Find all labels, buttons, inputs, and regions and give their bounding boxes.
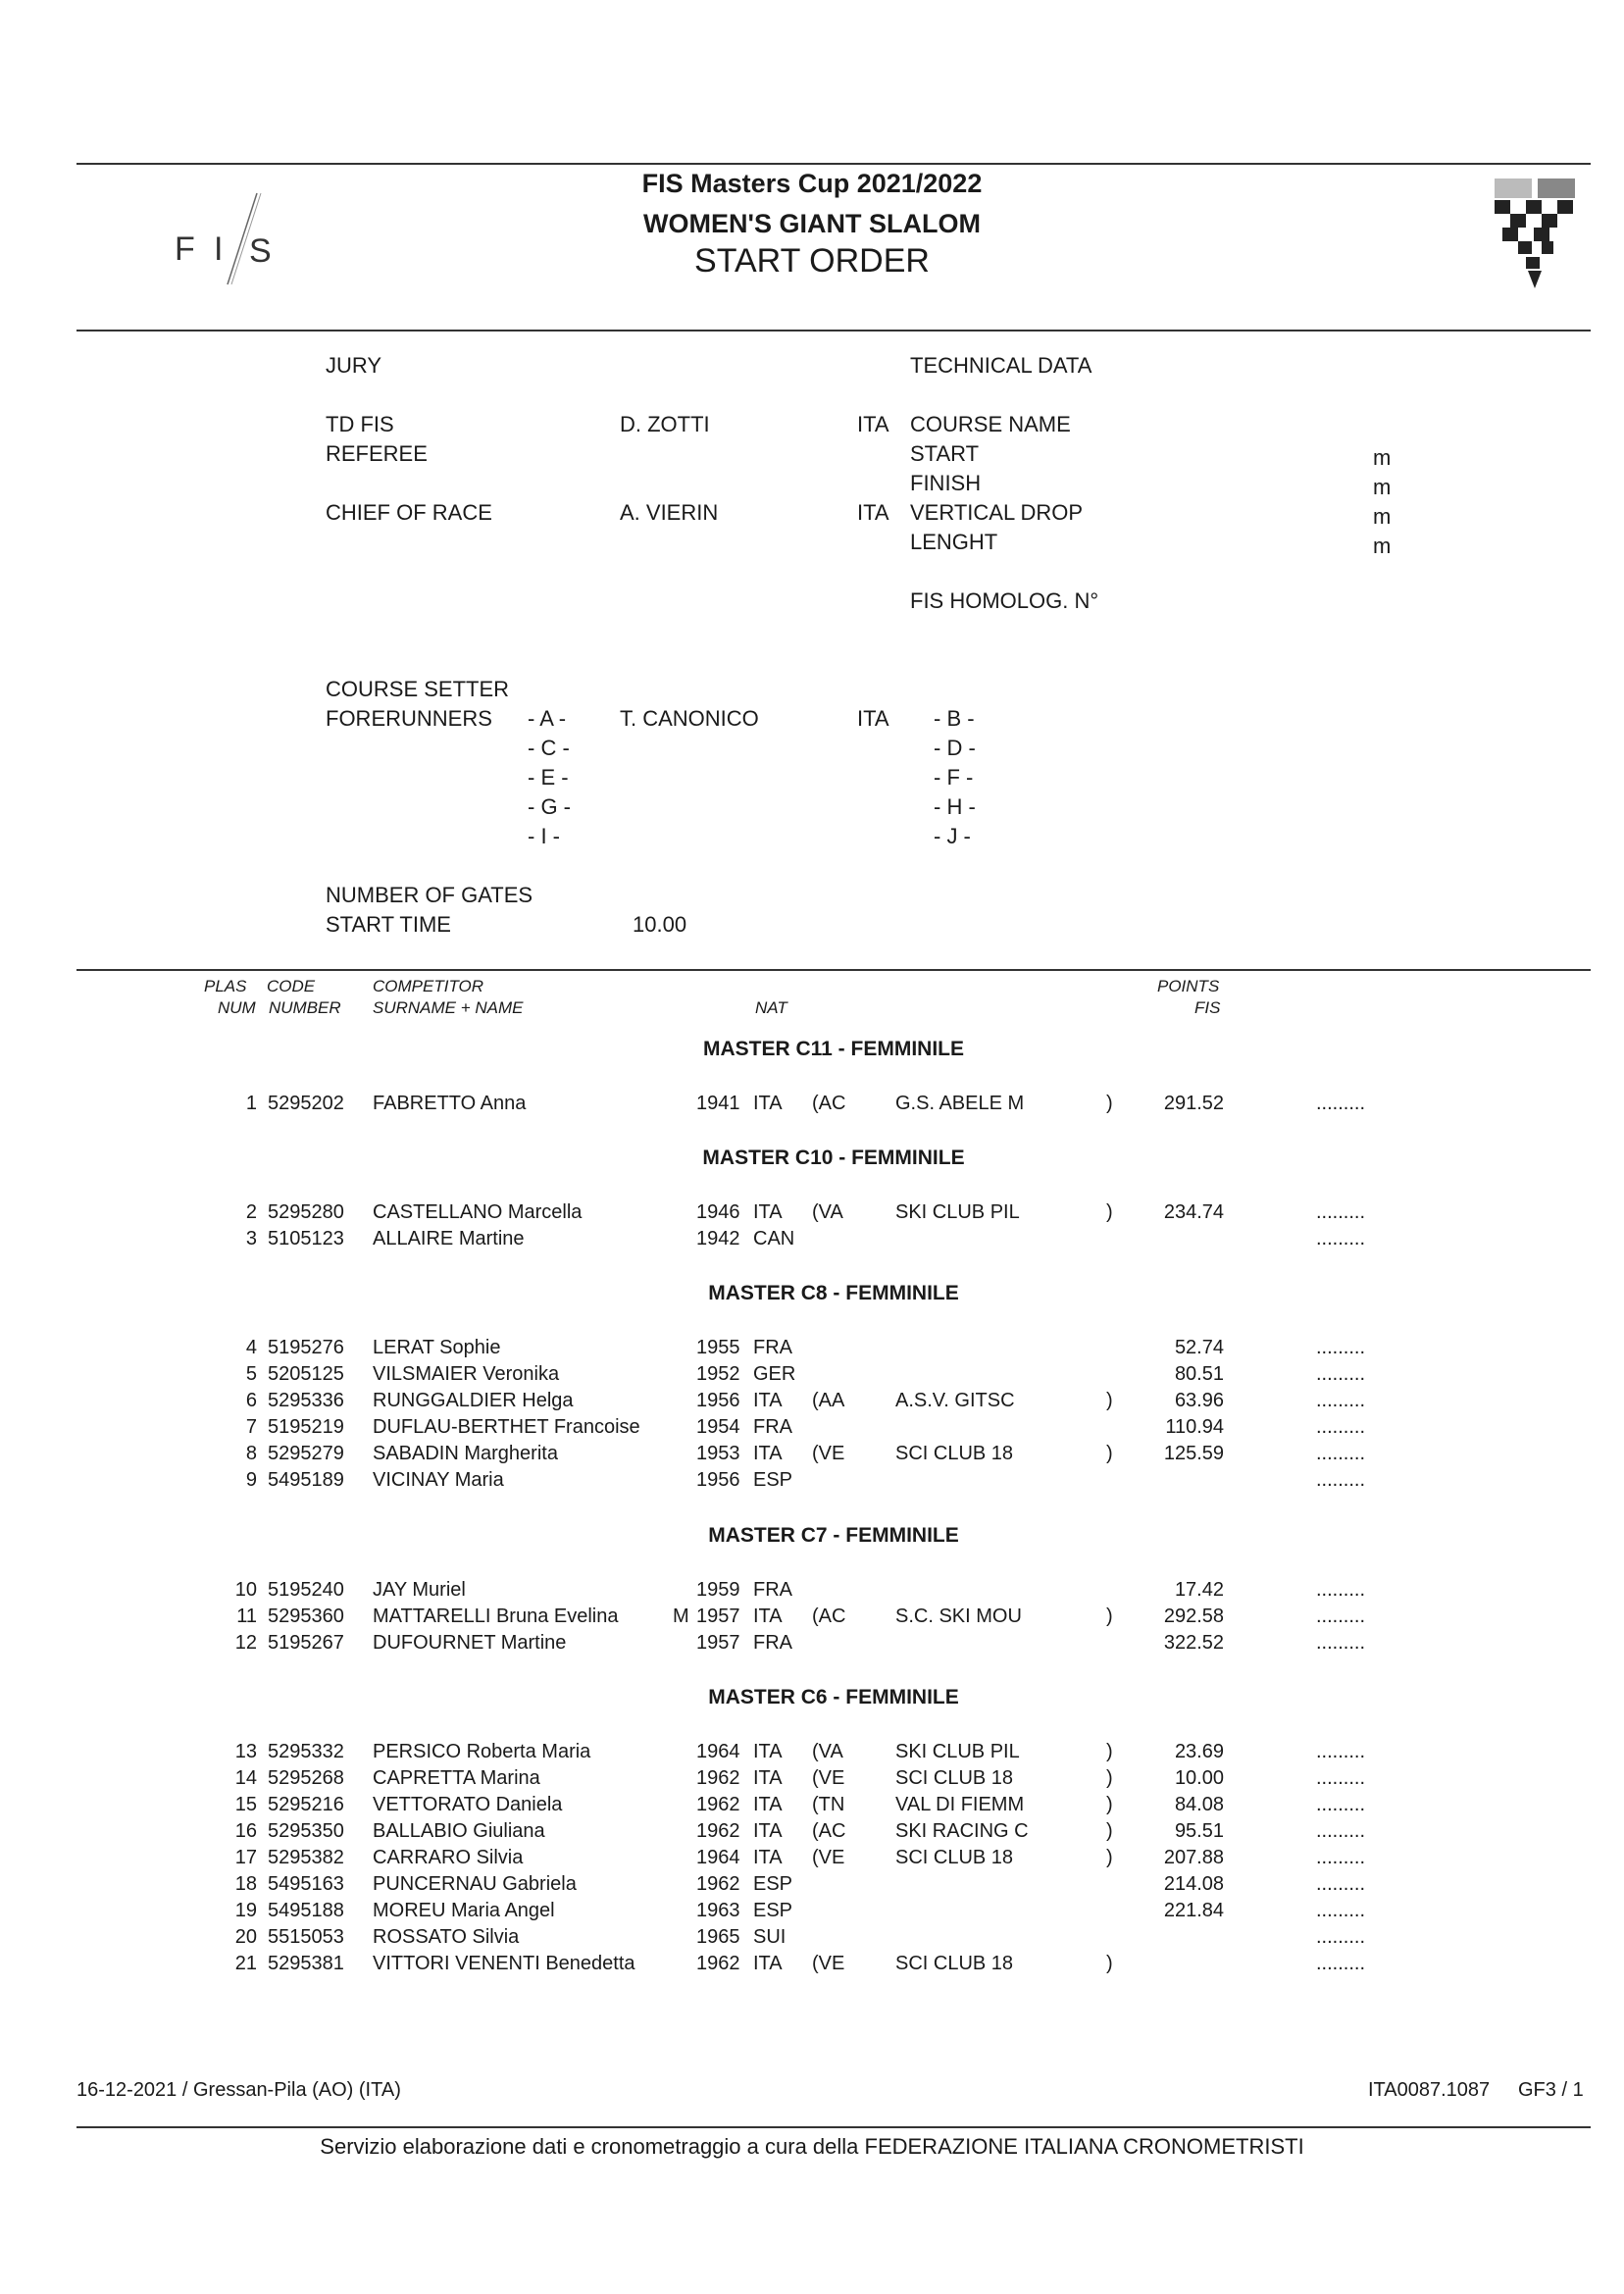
table-row: 13 5295332 PERSICO Roberta Maria 1964 ITA (VA SKI CLUB PIL ) 23.69 .........	[234, 1741, 1366, 1762]
table-row: 1 5295202 FABRETTO Anna 1941 ITA (AC G.S. ABELE M ) 291.52 .........	[245, 1093, 1366, 1114]
forerunner-a-nat: ITA	[857, 706, 889, 731]
table-row: 7 5195219 DUFLAU-BERTHET Francoise 1954 FRA 110.94 .........	[245, 1416, 1366, 1438]
start-time-label: START TIME	[326, 912, 451, 937]
vertical-drop-unit: m	[1373, 504, 1392, 529]
svg-text:I: I	[214, 230, 224, 268]
table-row: 10 5195240 JAY Muriel 1959 FRA 17.42 .........	[234, 1579, 1366, 1601]
forerunner-h: - H -	[934, 794, 976, 819]
forerunner-b: - B -	[934, 706, 975, 731]
td-nat: ITA	[857, 412, 889, 436]
forerunner-i: - I -	[528, 824, 560, 848]
forerunner-e: - E -	[528, 765, 569, 790]
header-rule	[76, 330, 1591, 331]
jury-heading: JURY	[326, 353, 382, 378]
table-row: 6 5295336 RUNGGALDIER Helga 1956 ITA (AA A.S.V. GITSC ) 63.96 .........	[245, 1390, 1366, 1411]
chief-name: A. VIERIN	[620, 500, 719, 525]
footer-rule	[76, 2126, 1591, 2128]
technical-heading: TECHNICAL DATA	[910, 353, 1092, 378]
table-row: 15 5295216 VETTORATO Daniela 1962 ITA (TN VAL DI FIEMM ) 84.08 .........	[234, 1794, 1366, 1815]
length-unit: m	[1373, 534, 1392, 558]
svg-text:F: F	[175, 230, 195, 268]
table-row: 21 5295381 VITTORI VENENTI Benedetta 1962 ITA (VE SCI CLUB 18 ) .........	[234, 1953, 1366, 1974]
homolog-label: FIS HOMOLOG. N°	[910, 588, 1099, 613]
table-row: 3 5105123 ALLAIRE Martine 1942 CAN .........	[245, 1228, 1366, 1249]
length-label: LENGHT	[910, 530, 998, 554]
start-unit: m	[1373, 445, 1392, 470]
finish-label: FINISH	[910, 471, 982, 495]
table-row: 4 5195276 LERAT Sophie 1955 FRA 52.74 .........	[245, 1337, 1366, 1358]
forerunner-g: - G -	[528, 794, 571, 819]
section-title: MASTER C10 - FEMMINILE	[702, 1147, 965, 1169]
td-label: TD FIS	[326, 412, 394, 436]
masters-cup-logo-icon	[1491, 175, 1579, 290]
table-row: 14 5295268 CAPRETTA Marina 1962 ITA (VE SCI CLUB 18 ) 10.00 .........	[234, 1767, 1366, 1789]
chief-label: CHIEF OF RACE	[326, 500, 492, 525]
footer-page: GF3 / 1	[1518, 2079, 1584, 2101]
table-row: 11 5295360 MATTARELLI Bruna Evelina M 1957 ITA (AC S.C. SKI MOU ) 292.58 .........	[236, 1606, 1366, 1627]
vertical-drop-label: VERTICAL DROP	[910, 500, 1084, 525]
results-rule	[76, 969, 1591, 971]
course-setter-label: COURSE SETTER	[326, 677, 510, 701]
top-rule	[76, 163, 1591, 165]
forerunner-d: - D -	[934, 736, 976, 760]
chief-nat: ITA	[857, 500, 889, 525]
forerunner-j: - J -	[934, 824, 971, 848]
section-title: MASTER C8 - FEMMINILE	[708, 1282, 959, 1304]
table-row: 5 5205125 VILSMAIER Veronika 1952 GER 80.51 .........	[245, 1363, 1366, 1385]
course-name-label: COURSE NAME	[910, 412, 1071, 436]
col-num: NUM	[218, 998, 256, 1017]
table-row: 2 5295280 CASTELLANO Marcella 1946 ITA (VA SKI CLUB PIL ) 234.74 .........	[245, 1201, 1366, 1223]
forerunner-c: - C -	[528, 736, 570, 760]
footer-date-place: 16-12-2021 / Gressan-Pila (AO) (ITA)	[76, 2079, 401, 2101]
discipline-title: WOMEN'S GIANT SLALOM	[643, 209, 981, 238]
table-row: 12 5195267 DUFOURNET Martine 1957 FRA 322.52 .........	[234, 1632, 1366, 1654]
table-row: 16 5295350 BALLABIO Giuliana 1962 ITA (AC SKI RACING C ) 95.51 .........	[234, 1820, 1366, 1842]
td-name: D. ZOTTI	[620, 412, 710, 436]
forerunner-a: - A -	[528, 706, 567, 731]
table-row: 18 5495163 PUNCERNAU Gabriela 1962 ESP 214.08 .........	[234, 1873, 1366, 1895]
table-row: 20 5515053 ROSSATO Silvia 1965 SUI .........	[234, 1926, 1366, 1948]
table-row: 17 5295382 CARRARO Silvia 1964 ITA (VE SCI CLUB 18 ) 207.88 .........	[234, 1847, 1366, 1868]
forerunner-f: - F -	[934, 765, 974, 790]
gates-label: NUMBER OF GATES	[326, 883, 533, 907]
table-row: 9 5495189 VICINAY Maria 1956 ESP .........	[245, 1469, 1366, 1491]
col-plas: PLAS	[204, 977, 247, 995]
svg-text:S: S	[249, 232, 272, 270]
start-time-value: 10.00	[633, 912, 687, 937]
section-title: MASTER C7 - FEMMINILE	[708, 1524, 959, 1547]
doc-type-title: START ORDER	[694, 242, 930, 280]
finish-unit: m	[1373, 475, 1392, 499]
col-surname-name: SURNAME + NAME	[373, 998, 524, 1017]
forerunners-label: FORERUNNERS	[326, 706, 492, 731]
col-number: NUMBER	[269, 998, 341, 1017]
footer-service: Servizio elaborazione dati e cronometraggio a cura della FEDERAZIONE ITALIANA CRONOMETRISTI	[320, 2134, 1304, 2159]
section-title: MASTER C6 - FEMMINILE	[708, 1686, 959, 1708]
footer-code: ITA0087.1087	[1368, 2079, 1491, 2101]
forerunner-a-name: T. CANONICO	[620, 706, 759, 731]
table-row: 19 5495188 MOREU Maria Angel 1963 ESP 221.84 .........	[234, 1900, 1366, 1921]
referee-label: REFEREE	[326, 441, 428, 466]
col-points: POINTS	[1157, 977, 1220, 995]
col-fis: FIS	[1194, 998, 1221, 1017]
col-code: CODE	[267, 977, 316, 995]
table-row: 8 5295279 SABADIN Margherita 1953 ITA (VE SCI CLUB 18 ) 125.59 .........	[245, 1443, 1366, 1464]
section-title: MASTER C11 - FEMMINILE	[702, 1038, 965, 1060]
col-competitor: COMPETITOR	[373, 977, 484, 995]
event-title: FIS Masters Cup 2021/2022	[641, 169, 983, 198]
start-label: START	[910, 441, 980, 466]
col-nat: NAT	[755, 998, 787, 1017]
